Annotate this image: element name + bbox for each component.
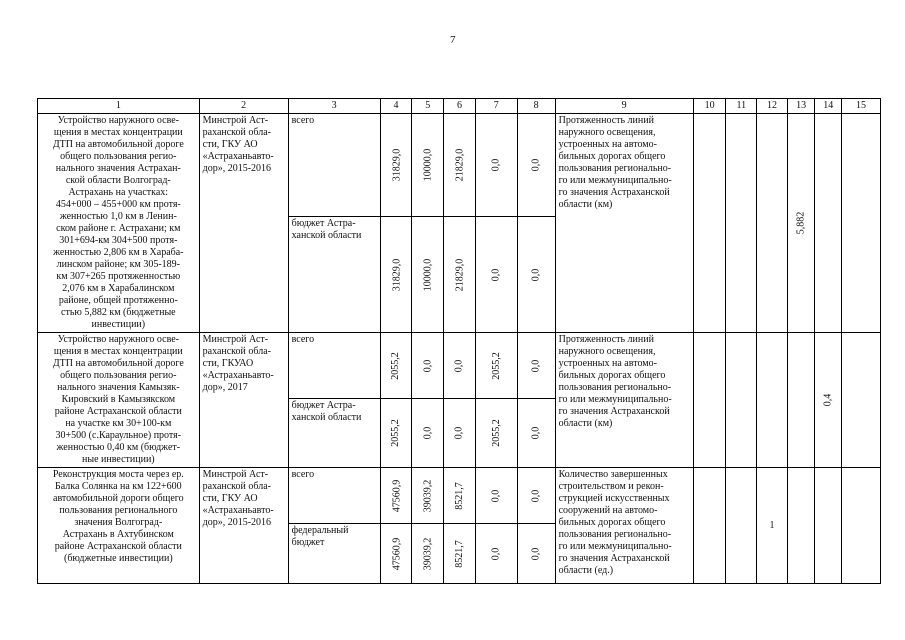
target-value-cell: 1 bbox=[769, 519, 775, 531]
indicator-cell: Протяженность линий наружного освещения, устроенных на автомо- бильных дорогах общего пользования регионально- го или межмуниципально- го значения Астраханской области (км) bbox=[555, 333, 693, 468]
value-cell: 0,0 bbox=[490, 268, 502, 281]
executor-cell: Минстрой Аст- раханской обла- сти, ГКУ АО «Астраханьавто- дор», 2015-2016 bbox=[199, 114, 288, 333]
header-cell: 11 bbox=[726, 99, 757, 114]
funding-source: всего bbox=[288, 468, 380, 524]
value-cell: 0,0 bbox=[453, 426, 465, 440]
header-cell: 3 bbox=[288, 99, 380, 114]
value-cell: 2055,2 bbox=[390, 419, 402, 447]
value-cell: 0,0 bbox=[530, 489, 542, 502]
table-row bbox=[38, 468, 881, 524]
value-cell: 0,0 bbox=[530, 426, 542, 440]
header-cell: 1 bbox=[38, 99, 200, 114]
value-cell: 0,0 bbox=[421, 426, 433, 440]
table-row bbox=[38, 333, 881, 399]
value-cell: 0,0 bbox=[421, 359, 433, 372]
value-cell: 21829,0 bbox=[454, 258, 466, 291]
indicator-cell: Протяженность линий наружного освещения, устроенных на автомо- бильных дорогах общего пользования регионально- го или межмуниципально- го значения Астраханской области (км) bbox=[555, 114, 693, 333]
indicator-cell: Количество завершенных строительством и рекон- струкцией искусственных сооружений на автомо- бильных дорогах общего пользования регионально- го или межмуниципально- го значения Астраханской области (ед.) bbox=[555, 468, 693, 584]
header-cell: 6 bbox=[444, 99, 476, 114]
header-cell: 5 bbox=[412, 99, 444, 114]
executor-cell: Минстрой Аст- раханской обла- сти, ГКУ АО «Астраханьавто- дор», 2015-2016 bbox=[199, 468, 288, 584]
funding-source: бюджет Астра- ханской области bbox=[288, 399, 380, 468]
executor-cell: Минстрой Аст- раханской обла- сти, ГКУАО «Астраханьавто- дор», 2017 bbox=[199, 333, 288, 468]
value-cell: 39039,2 bbox=[422, 479, 434, 512]
value-cell: 0,0 bbox=[530, 158, 542, 172]
value-cell: 0,0 bbox=[490, 547, 502, 560]
table-row bbox=[38, 114, 881, 217]
header-cell: 14 bbox=[815, 99, 842, 114]
value-cell: 2055,2 bbox=[490, 419, 502, 447]
page-number: 7 bbox=[450, 34, 456, 46]
funding-source: всего bbox=[288, 114, 380, 217]
value-cell: 31829,0 bbox=[390, 258, 402, 291]
value-cell: 8521,7 bbox=[453, 481, 465, 510]
value-cell: 47560,9 bbox=[390, 537, 402, 570]
header-cell: 12 bbox=[757, 99, 788, 114]
header-row bbox=[38, 99, 881, 114]
target-value-cell: 0,4 bbox=[822, 393, 834, 407]
value-cell: 2055,2 bbox=[390, 351, 402, 380]
header-cell: 15 bbox=[842, 99, 881, 114]
value-cell: 0,0 bbox=[530, 547, 542, 560]
measure-description: Реконструкция моста через ер. Балка Солянка на км 122+600 автомобильной дороги общего пользования регионального значения Волгоград- Астрахань в Ахтубинском районе Астраханской области (бюджетные инвестиции) bbox=[38, 468, 200, 584]
value-cell: 0,0 bbox=[490, 489, 502, 502]
header-cell: 8 bbox=[517, 99, 555, 114]
value-cell: 0,0 bbox=[453, 359, 465, 372]
funding-source: бюджет Астра- ханской области bbox=[288, 217, 380, 333]
value-cell: 31829,0 bbox=[390, 148, 402, 182]
header-cell: 10 bbox=[693, 99, 726, 114]
header-cell: 13 bbox=[787, 99, 815, 114]
value-cell: 0,0 bbox=[530, 268, 542, 281]
value-cell: 2055,2 bbox=[490, 351, 502, 380]
program-table bbox=[37, 98, 881, 584]
value-cell: 0,0 bbox=[490, 158, 502, 172]
header-cell: 2 bbox=[199, 99, 288, 114]
value-cell: 8521,7 bbox=[453, 539, 465, 568]
value-cell: 10000,0 bbox=[422, 258, 434, 291]
funding-source: всего bbox=[288, 333, 380, 399]
header-cell: 4 bbox=[380, 99, 412, 114]
header-cell: 7 bbox=[475, 99, 517, 114]
header-cell: 9 bbox=[555, 99, 693, 114]
value-cell: 39039,2 bbox=[422, 537, 434, 570]
value-cell: 21829,0 bbox=[454, 148, 466, 182]
value-cell: 47560,9 bbox=[390, 479, 402, 512]
measure-description: Устройство наружного осве- щения в местах концентрации ДТП на автомобильной дороге общего пользования регио- нального значения Камызяк- Кировский в Камызякском районе Астраханской области на участке км 30+100-км 30+500 (с.Караульное) протя- женностью 0,40 км (бюджет- ные инвестиции) bbox=[38, 333, 200, 468]
measure-description: Устройство наружного осве- щения в местах концентрации ДТП на автомобильной дороге общего пользования регио- нального значения Астрахан- ской области Волгоград- Астрахань на участках: 454+000 – 455+000 км протя- женностью 1,0 км в Ленин- ском районе г. Астрахани; км 301+694-км 304+500 протя- женностью 2,806 км в Хараба- линском районе; км 305-189- км 307+265 протяженностью 2,076 км в Харабалинском районе, общей протяженно- стью 5,882 км (бюджетные инвестиции) bbox=[38, 114, 200, 333]
target-value-cell: 5,882 bbox=[795, 211, 807, 235]
value-cell: 10000,0 bbox=[422, 148, 434, 182]
value-cell: 0,0 bbox=[530, 359, 542, 372]
funding-source: федеральный бюджет bbox=[288, 524, 380, 584]
